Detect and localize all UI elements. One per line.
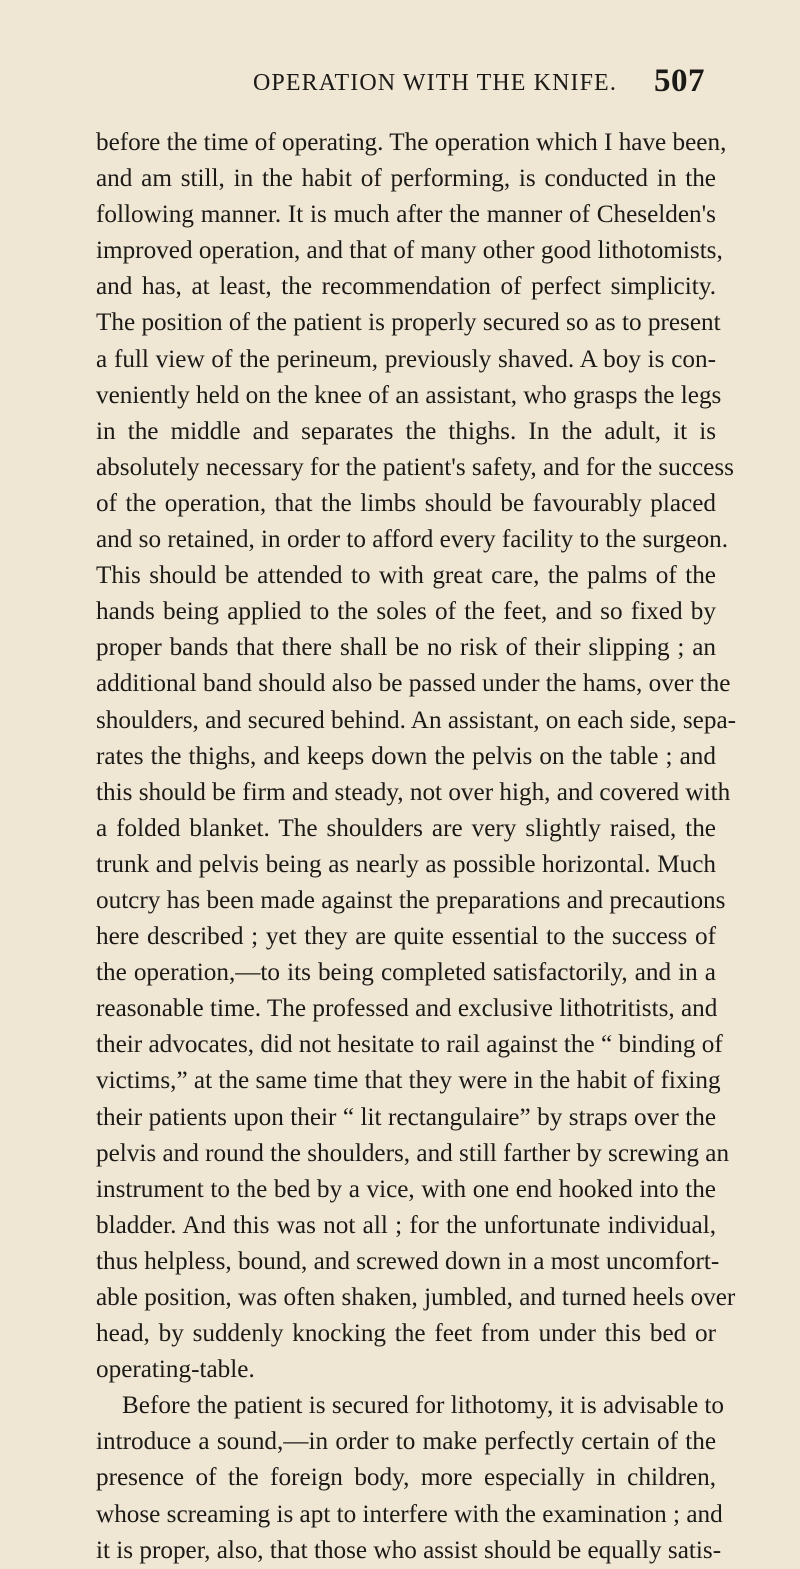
text-line: outcry has been made against the preparations and precautions — [96, 886, 726, 914]
text-line: and am still, in the habit of performing, is conducted in the — [96, 165, 716, 193]
running-title: OPERATION WITH THE KNIFE. — [253, 70, 617, 96]
text-line: hands being applied to the soles of the feet, and so fixed by — [96, 598, 716, 626]
text-line: proper bands that there shall be no risk of their slipping ; an — [96, 634, 716, 662]
text-line: here described ; yet they are quite essential to the success of — [96, 923, 716, 951]
text-line: additional band should also be passed under the hams, over the — [96, 670, 731, 698]
text-line: instrument to the bed by a vice, with one end hooked into the — [96, 1175, 716, 1203]
text-line: shoulders, and secured behind. An assistant, on each side, sepa- — [96, 706, 737, 734]
text-line: introduce a sound,—in order to make perfectly certain of the — [96, 1428, 716, 1456]
text-line: a full view of the perineum, previously shaved. A boy is con- — [96, 345, 716, 373]
text-line: it is proper, also, that those who assist should be equally satis- — [96, 1536, 722, 1564]
text-line: pelvis and round the shoulders, and still farther by screwing an — [96, 1139, 730, 1167]
text-line: before the time of operating. The operation which I have been, — [96, 129, 727, 156]
text-line: following manner. It is much after the manner of Cheselden's — [96, 201, 716, 229]
text-line: able position, was often shaken, jumbled, and turned heels over — [96, 1284, 736, 1311]
text-line: bladder. And this was not all ; for the unfortunate individual, — [96, 1211, 716, 1239]
text-line: This should be attended to with great care, the palms of the — [96, 562, 716, 590]
text-line: and has, at least, the recommendation of perfect simplicity. — [96, 273, 716, 301]
paragraph-2 — [96, 1388, 725, 1568]
text-line: in the middle and separates the thighs. In the adult, it is — [96, 417, 716, 445]
text-line: victims,” at the same time that they were in the habit of fixing — [96, 1067, 721, 1095]
text-line: trunk and pelvis being as nearly as possible horizontal. Much — [96, 850, 716, 878]
text-line: and so retained, in order to afford every facility to the surgeon. — [96, 526, 729, 554]
running-head — [96, 62, 705, 102]
text-line: thus helpless, bound, and screwed down in a most uncomfort- — [96, 1247, 720, 1275]
text-line: of the operation, that the limbs should be favourably placed — [96, 489, 716, 517]
text-line: their patients upon their “ lit rectangulaire” by straps over the — [96, 1103, 716, 1131]
text-line: a folded blanket. The shoulders are very slightly raised, the — [96, 814, 716, 842]
text-line: presence of the foreign body, more especially in children, — [96, 1464, 716, 1492]
text-line: The position of the patient is properly secured so as to present — [96, 309, 721, 337]
text-line: improved operation, and that of many other good lithotomists, — [96, 237, 723, 265]
paragraph-1 — [96, 125, 737, 1388]
text-line: Before the patient is secured for lithotomy, it is advisable to — [122, 1392, 725, 1420]
text-line: whose screaming is apt to interfere with the examination ; and — [96, 1500, 723, 1528]
text-line: this should be firm and steady, not over high, and covered with — [96, 778, 731, 806]
text-line: operating-table. — [96, 1356, 255, 1384]
text-line: rates the thighs, and keeps down the pelvis on the table ; and — [96, 742, 716, 770]
text-line: reasonable time. The professed and exclusive lithotritists, and — [96, 995, 718, 1023]
text-line: head, by suddenly knocking the feet from under this bed or — [96, 1320, 716, 1348]
text-line: absolutely necessary for the patient's safety, and for the success — [96, 453, 734, 481]
text-line: the operation,—to its being completed satisfactorily, and in a — [96, 959, 716, 987]
text-line: veniently held on the knee of an assistant, who grasps the legs — [96, 381, 722, 409]
page-number: 507 — [654, 63, 705, 99]
text-line: their advocates, did not hesitate to rail against the “ binding of — [96, 1031, 723, 1059]
body-text — [96, 125, 737, 1569]
